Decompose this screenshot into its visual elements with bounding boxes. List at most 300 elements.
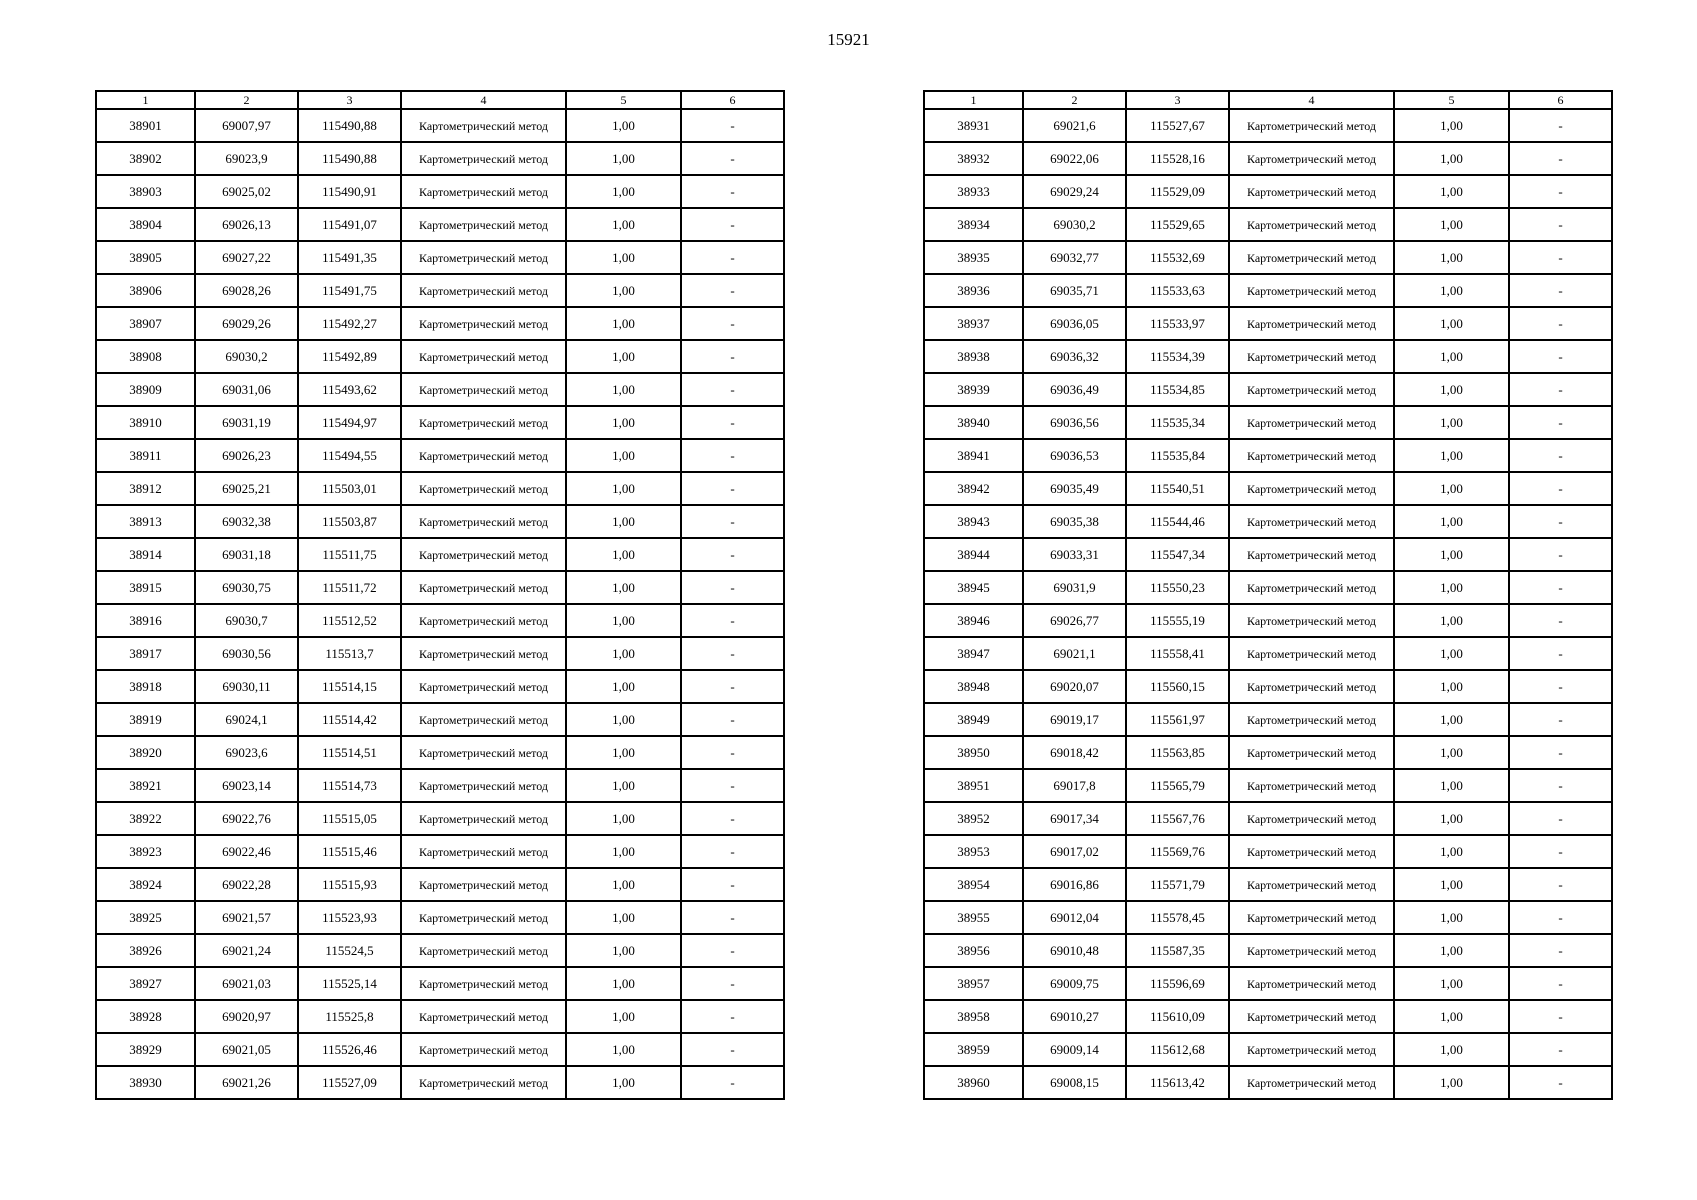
point-number-cell: 38923 <box>96 835 195 868</box>
point-number-cell: 38947 <box>924 637 1023 670</box>
accuracy-cell: 1,00 <box>566 868 681 901</box>
point-number-cell: 38932 <box>924 142 1023 175</box>
point-number-cell: 38907 <box>96 307 195 340</box>
point-number-cell: 38928 <box>96 1000 195 1033</box>
x-coordinate-cell: 69020,97 <box>195 1000 298 1033</box>
accuracy-cell: 1,00 <box>1394 835 1509 868</box>
x-coordinate-cell: 69026,23 <box>195 439 298 472</box>
y-coordinate-cell: 115612,68 <box>1126 1033 1229 1066</box>
description-cell: - <box>681 901 784 934</box>
description-cell: - <box>1509 142 1612 175</box>
point-number-cell: 38953 <box>924 835 1023 868</box>
y-coordinate-cell: 115513,7 <box>298 637 401 670</box>
description-cell: - <box>1509 571 1612 604</box>
description-cell: - <box>1509 802 1612 835</box>
table-row <box>924 934 1612 967</box>
method-cell: Картометрический метод <box>401 208 566 241</box>
column-header-1: 1 <box>96 91 195 109</box>
table-row <box>924 175 1612 208</box>
description-cell: - <box>1509 1000 1612 1033</box>
description-cell: - <box>681 340 784 373</box>
point-number-cell: 38902 <box>96 142 195 175</box>
accuracy-cell: 1,00 <box>1394 406 1509 439</box>
description-cell: - <box>1509 1033 1612 1066</box>
description-cell: - <box>681 505 784 538</box>
method-cell: Картометрический метод <box>1229 208 1394 241</box>
accuracy-cell: 1,00 <box>566 538 681 571</box>
y-coordinate-cell: 115540,51 <box>1126 472 1229 505</box>
x-coordinate-cell: 69017,02 <box>1023 835 1126 868</box>
point-number-cell: 38901 <box>96 109 195 142</box>
table-row <box>96 142 784 175</box>
point-number-cell: 38959 <box>924 1033 1023 1066</box>
description-cell: - <box>1509 340 1612 373</box>
table-row <box>96 340 784 373</box>
point-number-cell: 38927 <box>96 967 195 1000</box>
y-coordinate-cell: 115515,46 <box>298 835 401 868</box>
method-cell: Картометрический метод <box>1229 604 1394 637</box>
x-coordinate-cell: 69009,75 <box>1023 967 1126 1000</box>
table-row <box>96 307 784 340</box>
table-row <box>924 340 1612 373</box>
description-cell: - <box>1509 274 1612 307</box>
method-cell: Картометрический метод <box>401 571 566 604</box>
table-body <box>96 109 784 1099</box>
x-coordinate-cell: 69031,06 <box>195 373 298 406</box>
x-coordinate-cell: 69032,77 <box>1023 241 1126 274</box>
point-number-cell: 38906 <box>96 274 195 307</box>
x-coordinate-cell: 69027,22 <box>195 241 298 274</box>
method-cell: Картометрический метод <box>401 868 566 901</box>
description-cell: - <box>1509 769 1612 802</box>
description-cell: - <box>1509 439 1612 472</box>
method-cell: Картометрический метод <box>1229 340 1394 373</box>
y-coordinate-cell: 115535,84 <box>1126 439 1229 472</box>
y-coordinate-cell: 115587,35 <box>1126 934 1229 967</box>
x-coordinate-cell: 69016,86 <box>1023 868 1126 901</box>
accuracy-cell: 1,00 <box>566 835 681 868</box>
column-header-3: 3 <box>298 91 401 109</box>
x-coordinate-cell: 69007,97 <box>195 109 298 142</box>
accuracy-cell: 1,00 <box>1394 142 1509 175</box>
table-row <box>924 241 1612 274</box>
description-cell: - <box>681 736 784 769</box>
accuracy-cell: 1,00 <box>566 703 681 736</box>
accuracy-cell: 1,00 <box>566 604 681 637</box>
method-cell: Картометрический метод <box>1229 670 1394 703</box>
table-row <box>96 1066 784 1099</box>
x-coordinate-cell: 69026,77 <box>1023 604 1126 637</box>
accuracy-cell: 1,00 <box>1394 571 1509 604</box>
description-cell: - <box>681 703 784 736</box>
table-row <box>924 703 1612 736</box>
description-cell: - <box>1509 703 1612 736</box>
description-cell: - <box>681 802 784 835</box>
method-cell: Картометрический метод <box>401 109 566 142</box>
accuracy-cell: 1,00 <box>566 208 681 241</box>
y-coordinate-cell: 115578,45 <box>1126 901 1229 934</box>
y-coordinate-cell: 115525,8 <box>298 1000 401 1033</box>
description-cell: - <box>1509 307 1612 340</box>
method-cell: Картометрический метод <box>401 175 566 208</box>
accuracy-cell: 1,00 <box>1394 967 1509 1000</box>
x-coordinate-cell: 69023,14 <box>195 769 298 802</box>
x-coordinate-cell: 69021,1 <box>1023 637 1126 670</box>
accuracy-cell: 1,00 <box>566 241 681 274</box>
table-row <box>96 175 784 208</box>
method-cell: Картометрический метод <box>401 373 566 406</box>
description-cell: - <box>681 142 784 175</box>
y-coordinate-cell: 115535,34 <box>1126 406 1229 439</box>
accuracy-cell: 1,00 <box>566 769 681 802</box>
column-header-4: 4 <box>1229 91 1394 109</box>
y-coordinate-cell: 115511,72 <box>298 571 401 604</box>
description-cell: - <box>1509 967 1612 1000</box>
y-coordinate-cell: 115527,09 <box>298 1066 401 1099</box>
accuracy-cell: 1,00 <box>566 670 681 703</box>
x-coordinate-cell: 69021,57 <box>195 901 298 934</box>
y-coordinate-cell: 115529,65 <box>1126 208 1229 241</box>
method-cell: Картометрический метод <box>401 1000 566 1033</box>
y-coordinate-cell: 115571,79 <box>1126 868 1229 901</box>
y-coordinate-cell: 115491,07 <box>298 208 401 241</box>
point-number-cell: 38934 <box>924 208 1023 241</box>
table-row <box>924 736 1612 769</box>
point-number-cell: 38957 <box>924 967 1023 1000</box>
table-row <box>924 604 1612 637</box>
x-coordinate-cell: 69032,38 <box>195 505 298 538</box>
x-coordinate-cell: 69019,17 <box>1023 703 1126 736</box>
method-cell: Картометрический метод <box>401 241 566 274</box>
accuracy-cell: 1,00 <box>566 472 681 505</box>
description-cell: - <box>681 637 784 670</box>
y-coordinate-cell: 115523,93 <box>298 901 401 934</box>
method-cell: Картометрический метод <box>401 670 566 703</box>
x-coordinate-cell: 69021,6 <box>1023 109 1126 142</box>
point-number-cell: 38919 <box>96 703 195 736</box>
x-coordinate-cell: 69022,76 <box>195 802 298 835</box>
x-coordinate-cell: 69025,21 <box>195 472 298 505</box>
point-number-cell: 38911 <box>96 439 195 472</box>
x-coordinate-cell: 69030,2 <box>195 340 298 373</box>
y-coordinate-cell: 115528,16 <box>1126 142 1229 175</box>
column-header-2: 2 <box>195 91 298 109</box>
accuracy-cell: 1,00 <box>566 1000 681 1033</box>
description-cell: - <box>1509 868 1612 901</box>
y-coordinate-cell: 115533,97 <box>1126 307 1229 340</box>
table-row <box>96 769 784 802</box>
method-cell: Картометрический метод <box>1229 868 1394 901</box>
table-row <box>96 967 784 1000</box>
description-cell: - <box>1509 835 1612 868</box>
method-cell: Картометрический метод <box>1229 802 1394 835</box>
table-row <box>96 505 784 538</box>
point-number-cell: 38931 <box>924 109 1023 142</box>
y-coordinate-cell: 115596,69 <box>1126 967 1229 1000</box>
point-number-cell: 38941 <box>924 439 1023 472</box>
table-row <box>924 1000 1612 1033</box>
description-cell: - <box>1509 109 1612 142</box>
method-cell: Картометрический метод <box>401 274 566 307</box>
accuracy-cell: 1,00 <box>566 505 681 538</box>
description-cell: - <box>681 307 784 340</box>
accuracy-cell: 1,00 <box>566 637 681 670</box>
y-coordinate-cell: 115532,69 <box>1126 241 1229 274</box>
column-header-6: 6 <box>681 91 784 109</box>
x-coordinate-cell: 69030,75 <box>195 571 298 604</box>
point-number-cell: 38912 <box>96 472 195 505</box>
column-header-4: 4 <box>401 91 566 109</box>
description-cell: - <box>1509 604 1612 637</box>
method-cell: Картометрический метод <box>401 472 566 505</box>
x-coordinate-cell: 69023,9 <box>195 142 298 175</box>
table-row <box>924 274 1612 307</box>
y-coordinate-cell: 115547,34 <box>1126 538 1229 571</box>
accuracy-cell: 1,00 <box>1394 472 1509 505</box>
description-cell: - <box>1509 934 1612 967</box>
accuracy-cell: 1,00 <box>1394 307 1509 340</box>
description-cell: - <box>681 670 784 703</box>
y-coordinate-cell: 115610,09 <box>1126 1000 1229 1033</box>
description-cell: - <box>681 109 784 142</box>
table-row <box>924 670 1612 703</box>
accuracy-cell: 1,00 <box>1394 340 1509 373</box>
y-coordinate-cell: 115527,67 <box>1126 109 1229 142</box>
table-row <box>924 439 1612 472</box>
point-number-cell: 38922 <box>96 802 195 835</box>
x-coordinate-cell: 69022,46 <box>195 835 298 868</box>
table-header-row <box>924 91 1612 109</box>
method-cell: Картометрический метод <box>401 505 566 538</box>
column-header-3: 3 <box>1126 91 1229 109</box>
description-cell: - <box>681 1033 784 1066</box>
point-number-cell: 38939 <box>924 373 1023 406</box>
table-row <box>924 967 1612 1000</box>
point-number-cell: 38945 <box>924 571 1023 604</box>
y-coordinate-cell: 115490,88 <box>298 142 401 175</box>
x-coordinate-cell: 69009,14 <box>1023 1033 1126 1066</box>
accuracy-cell: 1,00 <box>1394 109 1509 142</box>
y-coordinate-cell: 115491,35 <box>298 241 401 274</box>
table-row <box>96 901 784 934</box>
method-cell: Картометрический метод <box>1229 703 1394 736</box>
accuracy-cell: 1,00 <box>566 934 681 967</box>
point-number-cell: 38952 <box>924 802 1023 835</box>
method-cell: Картометрический метод <box>1229 901 1394 934</box>
description-cell: - <box>1509 505 1612 538</box>
y-coordinate-cell: 115526,46 <box>298 1033 401 1066</box>
x-coordinate-cell: 69030,7 <box>195 604 298 637</box>
y-coordinate-cell: 115492,27 <box>298 307 401 340</box>
accuracy-cell: 1,00 <box>1394 1066 1509 1099</box>
method-cell: Картометрический метод <box>1229 571 1394 604</box>
coordinates-table-left <box>95 90 785 1100</box>
description-cell: - <box>681 472 784 505</box>
point-number-cell: 38920 <box>96 736 195 769</box>
table-row <box>924 802 1612 835</box>
accuracy-cell: 1,00 <box>1394 274 1509 307</box>
method-cell: Картометрический метод <box>1229 538 1394 571</box>
y-coordinate-cell: 115515,05 <box>298 802 401 835</box>
accuracy-cell: 1,00 <box>566 967 681 1000</box>
description-cell: - <box>1509 901 1612 934</box>
point-number-cell: 38930 <box>96 1066 195 1099</box>
point-number-cell: 38944 <box>924 538 1023 571</box>
x-coordinate-cell: 69031,18 <box>195 538 298 571</box>
point-number-cell: 38951 <box>924 769 1023 802</box>
description-cell: - <box>681 769 784 802</box>
x-coordinate-cell: 69035,71 <box>1023 274 1126 307</box>
x-coordinate-cell: 69021,03 <box>195 967 298 1000</box>
point-number-cell: 38954 <box>924 868 1023 901</box>
method-cell: Картометрический метод <box>401 307 566 340</box>
accuracy-cell: 1,00 <box>566 901 681 934</box>
point-number-cell: 38926 <box>96 934 195 967</box>
method-cell: Картометрический метод <box>401 538 566 571</box>
accuracy-cell: 1,00 <box>566 175 681 208</box>
table-row <box>924 1066 1612 1099</box>
table-row <box>924 472 1612 505</box>
column-header-1: 1 <box>924 91 1023 109</box>
table-row <box>96 472 784 505</box>
table-row <box>96 571 784 604</box>
y-coordinate-cell: 115555,19 <box>1126 604 1229 637</box>
description-cell: - <box>1509 175 1612 208</box>
method-cell: Картометрический метод <box>1229 274 1394 307</box>
point-number-cell: 38908 <box>96 340 195 373</box>
table-row <box>924 901 1612 934</box>
table-body <box>924 109 1612 1099</box>
x-coordinate-cell: 69024,1 <box>195 703 298 736</box>
accuracy-cell: 1,00 <box>1394 769 1509 802</box>
accuracy-cell: 1,00 <box>1394 538 1509 571</box>
point-number-cell: 38925 <box>96 901 195 934</box>
y-coordinate-cell: 115569,76 <box>1126 835 1229 868</box>
accuracy-cell: 1,00 <box>1394 505 1509 538</box>
method-cell: Картометрический метод <box>1229 175 1394 208</box>
accuracy-cell: 1,00 <box>566 109 681 142</box>
point-number-cell: 38903 <box>96 175 195 208</box>
x-coordinate-cell: 69036,53 <box>1023 439 1126 472</box>
table-row <box>96 1033 784 1066</box>
description-cell: - <box>681 406 784 439</box>
table-row <box>96 439 784 472</box>
point-number-cell: 38958 <box>924 1000 1023 1033</box>
x-coordinate-cell: 69021,05 <box>195 1033 298 1066</box>
y-coordinate-cell: 115534,39 <box>1126 340 1229 373</box>
method-cell: Картометрический метод <box>1229 835 1394 868</box>
method-cell: Картометрический метод <box>401 934 566 967</box>
table-row <box>96 703 784 736</box>
method-cell: Картометрический метод <box>401 340 566 373</box>
x-coordinate-cell: 69022,28 <box>195 868 298 901</box>
x-coordinate-cell: 69036,49 <box>1023 373 1126 406</box>
method-cell: Картометрический метод <box>1229 472 1394 505</box>
y-coordinate-cell: 115511,75 <box>298 538 401 571</box>
accuracy-cell: 1,00 <box>1394 1000 1509 1033</box>
description-cell: - <box>681 538 784 571</box>
y-coordinate-cell: 115512,52 <box>298 604 401 637</box>
table-row <box>96 274 784 307</box>
point-number-cell: 38905 <box>96 241 195 274</box>
y-coordinate-cell: 115490,88 <box>298 109 401 142</box>
description-cell: - <box>681 175 784 208</box>
description-cell: - <box>681 604 784 637</box>
method-cell: Картометрический метод <box>1229 439 1394 472</box>
point-number-cell: 38949 <box>924 703 1023 736</box>
accuracy-cell: 1,00 <box>566 439 681 472</box>
y-coordinate-cell: 115514,51 <box>298 736 401 769</box>
description-cell: - <box>681 967 784 1000</box>
method-cell: Картометрический метод <box>401 1066 566 1099</box>
table-row <box>924 373 1612 406</box>
y-coordinate-cell: 115490,91 <box>298 175 401 208</box>
x-coordinate-cell: 69020,07 <box>1023 670 1126 703</box>
method-cell: Картометрический метод <box>1229 1033 1394 1066</box>
method-cell: Картометрический метод <box>1229 736 1394 769</box>
accuracy-cell: 1,00 <box>1394 241 1509 274</box>
method-cell: Картометрический метод <box>1229 109 1394 142</box>
description-cell: - <box>1509 538 1612 571</box>
point-number-cell: 38940 <box>924 406 1023 439</box>
x-coordinate-cell: 69010,48 <box>1023 934 1126 967</box>
table-row <box>924 1033 1612 1066</box>
method-cell: Картометрический метод <box>401 835 566 868</box>
accuracy-cell: 1,00 <box>1394 175 1509 208</box>
x-coordinate-cell: 69012,04 <box>1023 901 1126 934</box>
point-number-cell: 38904 <box>96 208 195 241</box>
accuracy-cell: 1,00 <box>1394 373 1509 406</box>
method-cell: Картометрический метод <box>401 406 566 439</box>
point-number-cell: 38936 <box>924 274 1023 307</box>
column-header-5: 5 <box>1394 91 1509 109</box>
description-cell: - <box>681 1066 784 1099</box>
table-row <box>96 835 784 868</box>
description-cell: - <box>681 868 784 901</box>
method-cell: Картометрический метод <box>1229 373 1394 406</box>
y-coordinate-cell: 115565,79 <box>1126 769 1229 802</box>
accuracy-cell: 1,00 <box>1394 439 1509 472</box>
x-coordinate-cell: 69010,27 <box>1023 1000 1126 1033</box>
y-coordinate-cell: 115503,01 <box>298 472 401 505</box>
y-coordinate-cell: 115563,85 <box>1126 736 1229 769</box>
point-number-cell: 38942 <box>924 472 1023 505</box>
accuracy-cell: 1,00 <box>1394 736 1509 769</box>
table-row <box>924 538 1612 571</box>
accuracy-cell: 1,00 <box>1394 670 1509 703</box>
description-cell: - <box>1509 208 1612 241</box>
table-row <box>96 406 784 439</box>
description-cell: - <box>681 373 784 406</box>
method-cell: Картометрический метод <box>1229 406 1394 439</box>
accuracy-cell: 1,00 <box>566 340 681 373</box>
point-number-cell: 38948 <box>924 670 1023 703</box>
table-row <box>96 604 784 637</box>
table-row <box>96 670 784 703</box>
method-cell: Картометрический метод <box>1229 1000 1394 1033</box>
table-row <box>96 109 784 142</box>
y-coordinate-cell: 115558,41 <box>1126 637 1229 670</box>
accuracy-cell: 1,00 <box>1394 901 1509 934</box>
accuracy-cell: 1,00 <box>566 406 681 439</box>
table-row <box>924 835 1612 868</box>
y-coordinate-cell: 115514,73 <box>298 769 401 802</box>
accuracy-cell: 1,00 <box>566 142 681 175</box>
column-header-5: 5 <box>566 91 681 109</box>
column-header-2: 2 <box>1023 91 1126 109</box>
x-coordinate-cell: 69030,11 <box>195 670 298 703</box>
table-row <box>924 571 1612 604</box>
